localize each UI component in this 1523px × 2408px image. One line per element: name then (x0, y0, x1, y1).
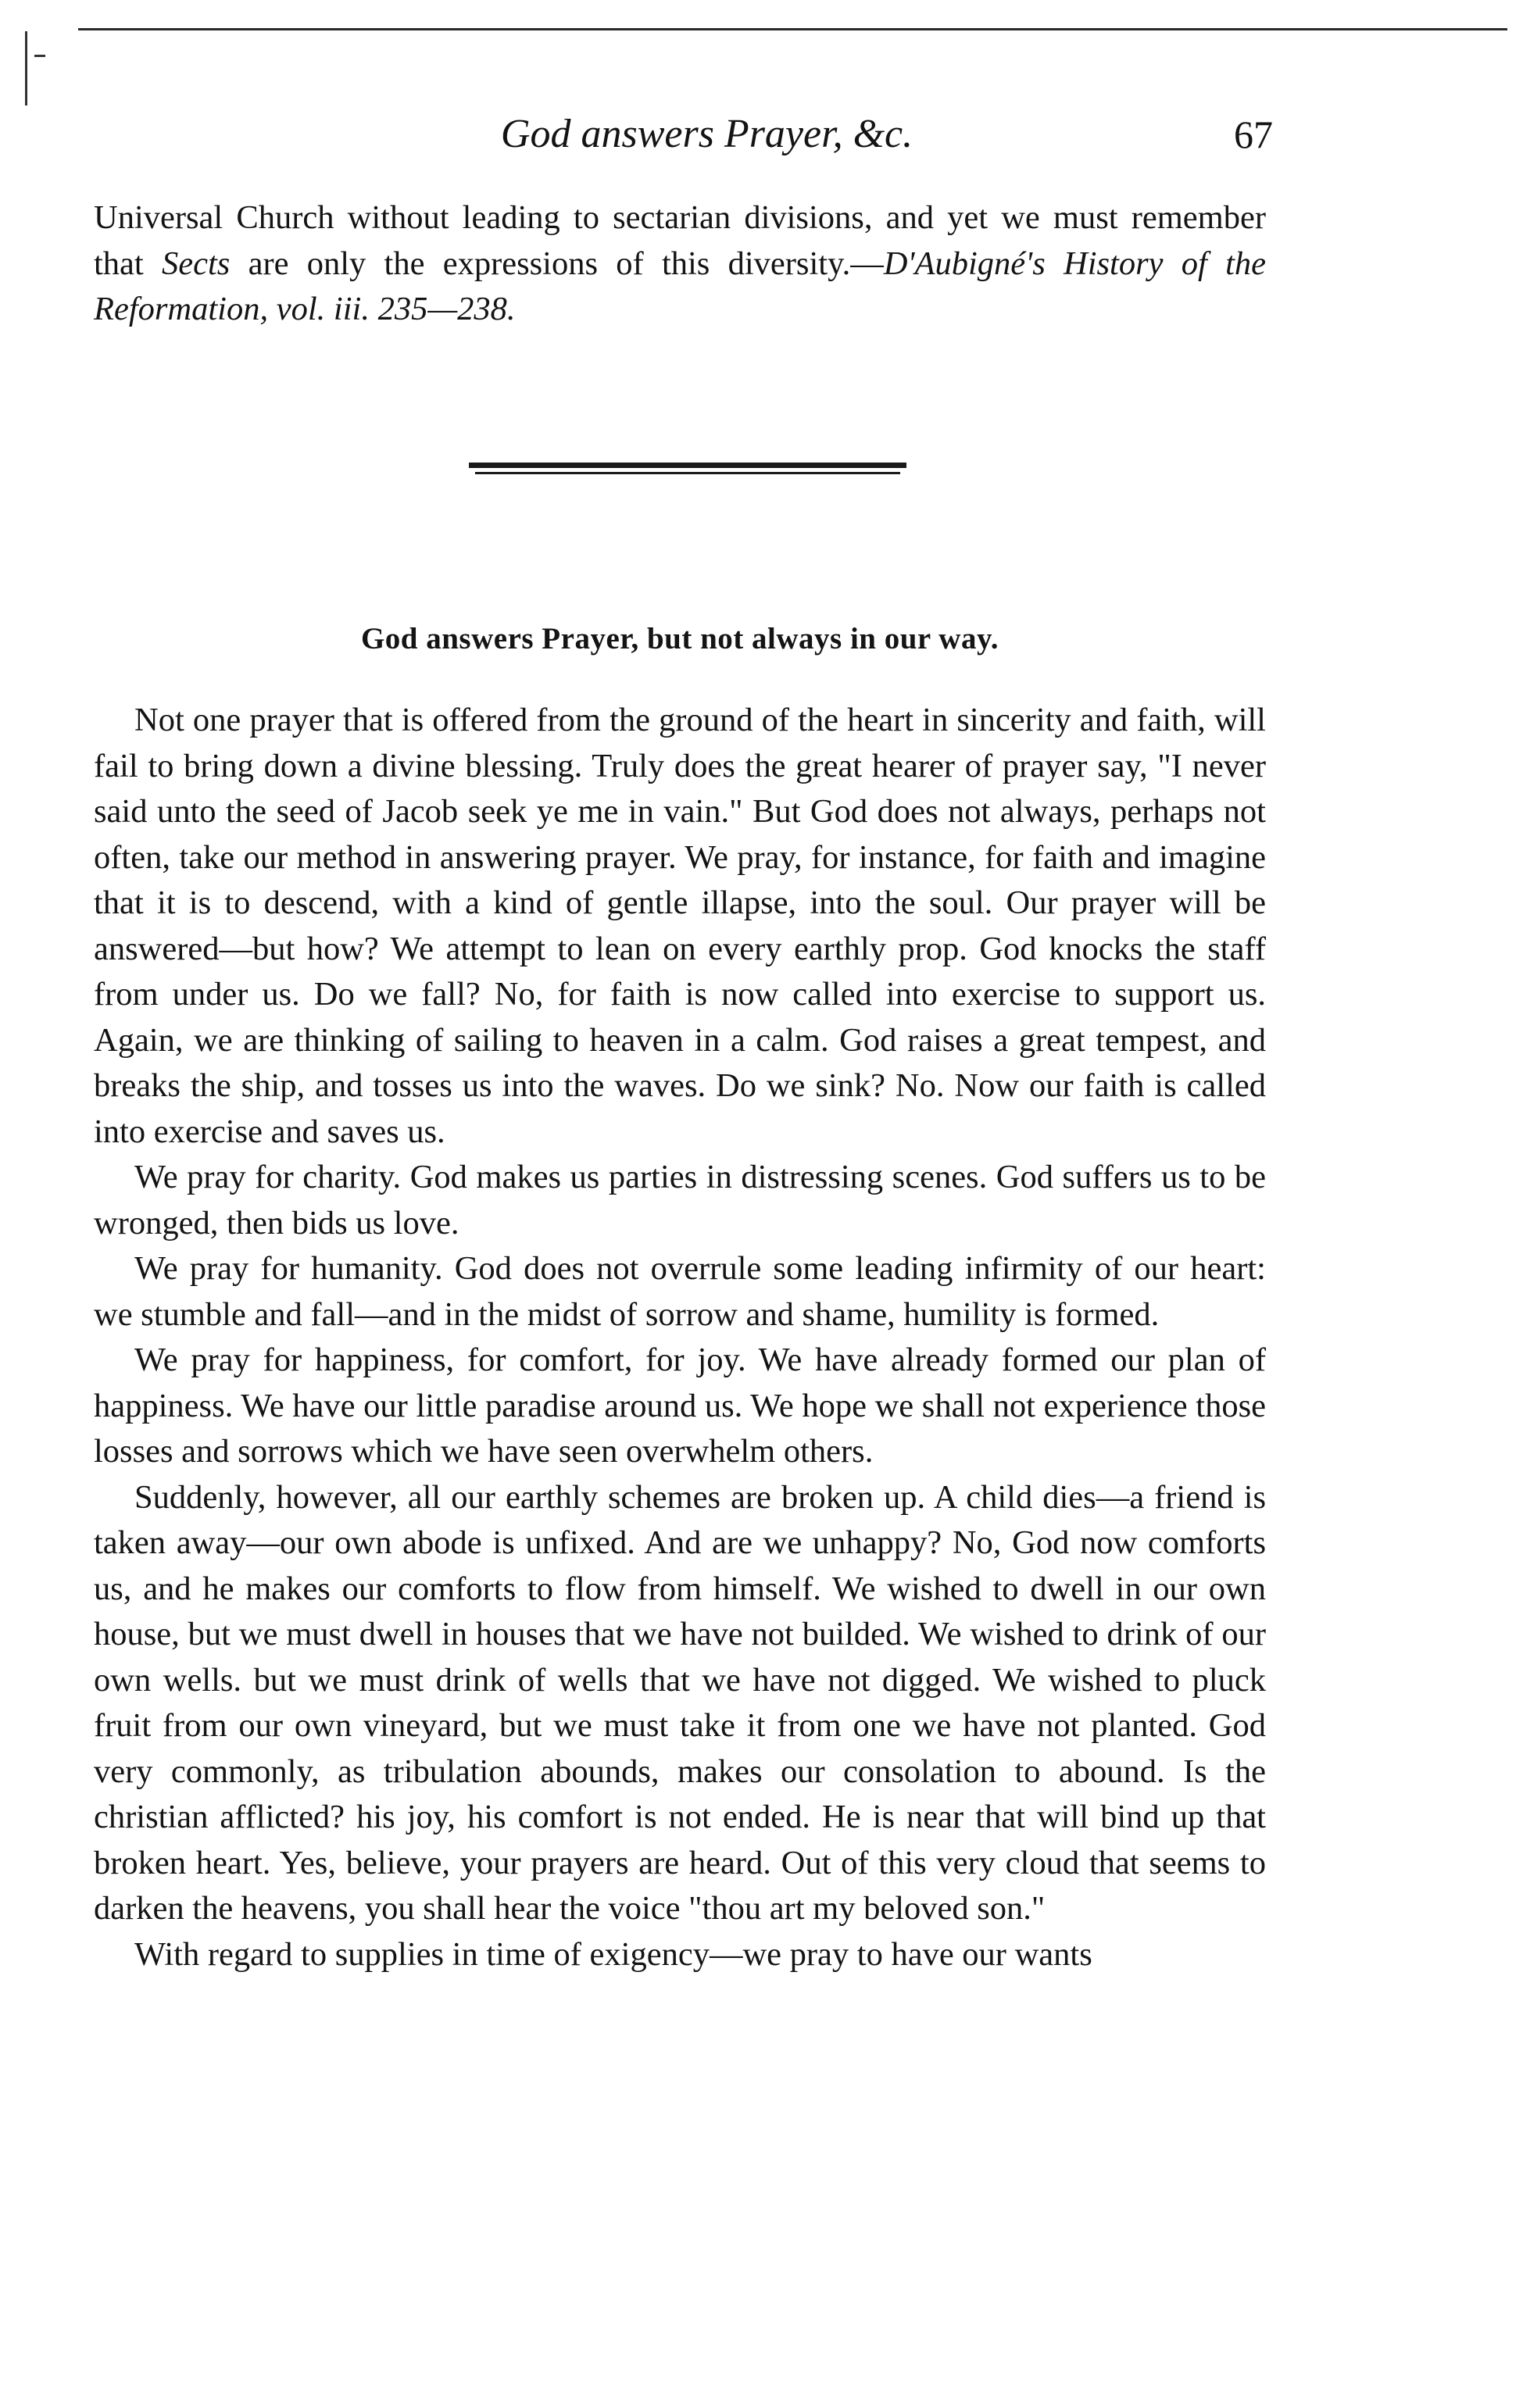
scan-top-edge-rule (78, 28, 1507, 30)
body-paragraph-6: With regard to supplies in time of exigency—we pray to have our wants (134, 1935, 1092, 1973)
body-paragraph-4: We pray for happiness, for comfort, for joy. We have already formed our plan of happiness. We have our little paradise around us. We hope we shall not experience those losses and sorrows which we have seen overwhelm others. (94, 1342, 1266, 1470)
running-title: God answers Prayer, &c. (500, 112, 913, 156)
body-paragraph-1: Not one prayer that is offered from the ground of the heart in sincerity and faith, will fail to bring down a divine blessing. Truly does the great hearer of prayer say, "I never said unto the seed of Jacob seek ye me in vain." But God does not always, perhaps not often, take our method in answering prayer. We pray, for instance, for faith and imagine that it is to descend, with a kind of gentle illapse, into the soul. Our prayer will be answered—but how? We attempt to lean on every earthly prop. God knocks the staff from under us. Do we fall? No, for faith is now called into exercise to support us. Again, we are thinking of sailing to heaven in a calm. God raises a great tempest, and breaks the ship, and tosses us into the waves. Do we sink? No. Now our faith is called into exercise and saves us. (94, 702, 1266, 1150)
divider-thick-line (469, 463, 906, 468)
opening-text-part-2: are only the expressions of this diversity.— (230, 245, 884, 282)
section-heading: God answers Prayer, but not always in our way. (360, 622, 999, 656)
body-paragraph-3: We pray for humanity. God does not overrule some leading infirmity of our heart: we stumble and fall—and in the midst of sorrow and shame, humility is formed. (94, 1250, 1266, 1333)
section-divider-rule (469, 463, 906, 480)
divider-thin-line (475, 472, 900, 474)
left-margin-mark (25, 31, 27, 105)
body-paragraph-2: We pray for charity. God makes us parties in distressing scenes. God suffers us to be wronged, then bids us love. (94, 1159, 1266, 1242)
body-paragraph-5: Suddenly, however, all our earthly schemes are broken up. A child dies—a friend is taken away—our own abode is unfixed. And are we unhappy? No, God now comforts us, and he makes our comforts to flow from himself. We wished to dwell in our own house, but we must dwell in houses that we have not builded. We wished to drink of our own wells. but we must drink of wells that we have not digged. We wished to pluck fruit from our own vineyard, but we must take it from one we have not planted. God very commonly, as tribulation abounds, makes our consolation to abound. Is the christian afflicted? his joy, his comfort is not ended. He is near that will bind up that broken heart. Yes, believe, your prayers are heard. Out of this very cloud that seems to darken the heavens, you shall hear the voice "thou art my beloved son." (94, 1478, 1266, 1927)
page-number: 67 (1234, 113, 1273, 156)
section-body (94, 698, 1266, 1977)
citation: D'Aubigné's History of the Reformation, vol. iii. 235—238. (94, 245, 1266, 327)
opening-paragraph (94, 195, 1266, 333)
left-margin-dash (34, 55, 45, 57)
sects-italic: Sects (162, 245, 231, 282)
opening-text-part-1: Universal Church without leading to sectarian divisions, and yet we must remember that (94, 199, 1266, 282)
